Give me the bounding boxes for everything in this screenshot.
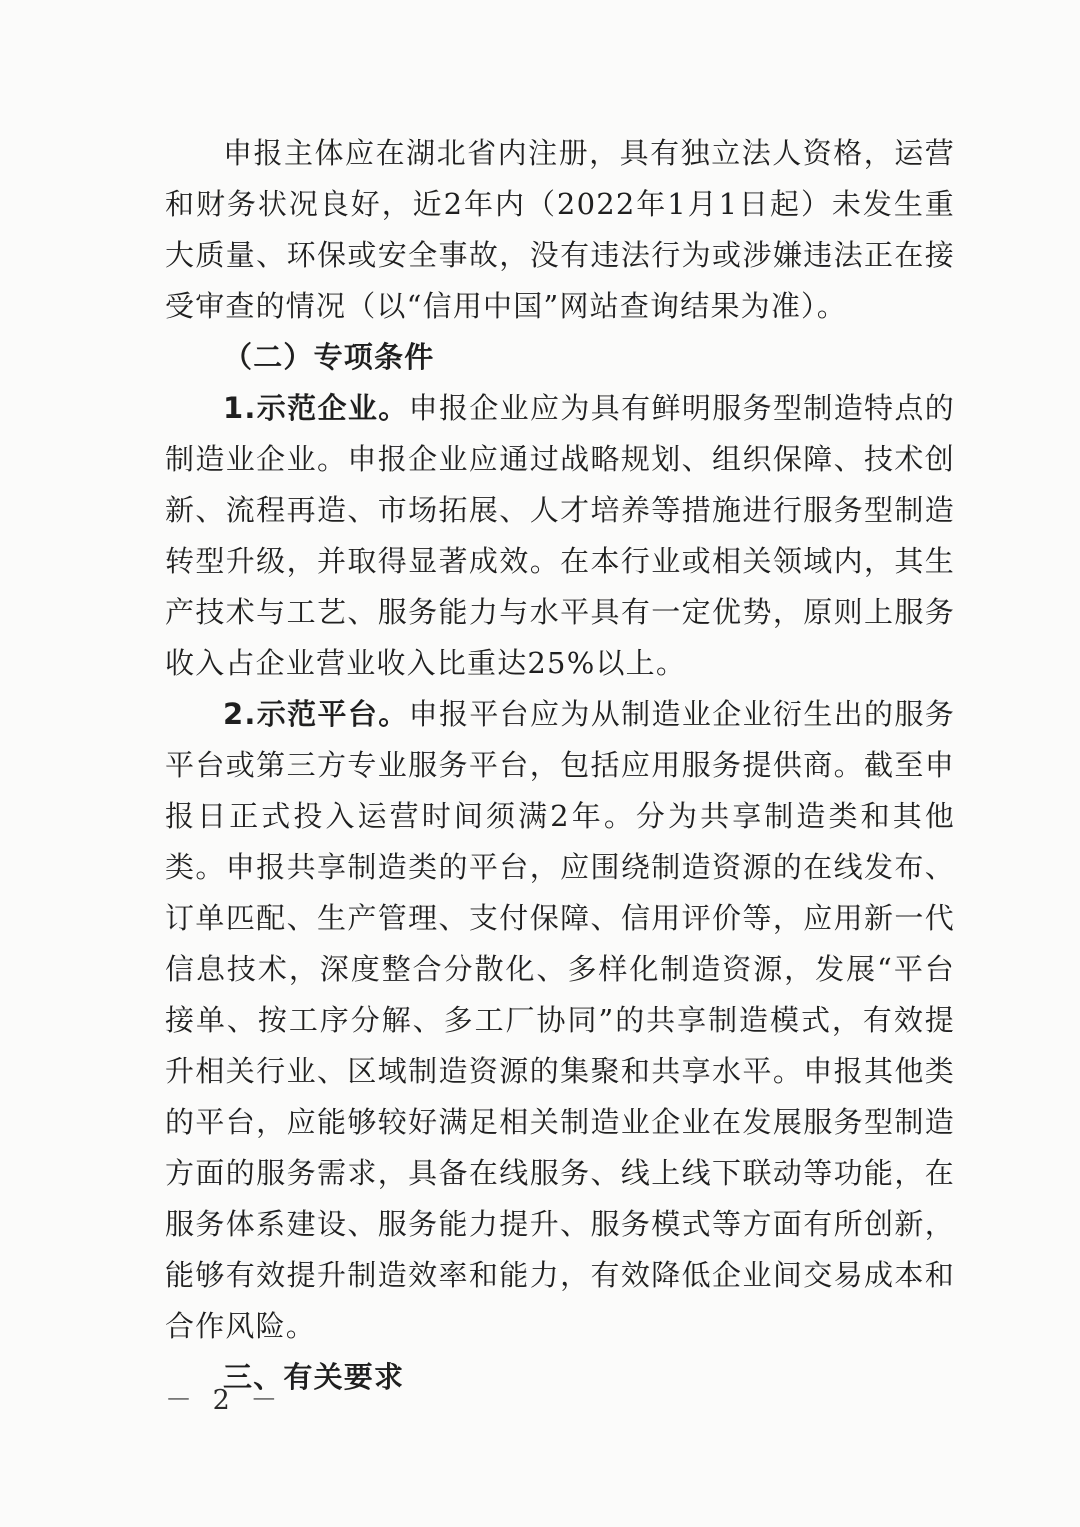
page-number: － 2 － — [165, 1385, 284, 1416]
document-body — [165, 128, 955, 1403]
body-demo-platform: 申报平台应为从制造业企业衍生出的服务平台或第三方专业服务平台，包括应用服务提供商。截至申报日正式投入运营时间须满2年。分为共享制造类和其他类。申报共享制造类的平台，应围绕制造资源的在线发布、订单匹配、生产管理、支付保障、信用评价等，应用新一代信息技术，深度整合分散化、多样化制造资源，发展“平台接单、按工序分解、多工厂协同”的共享制造模式，有效提升相关行业、区域制造资源的集聚和共享水平。申报其他类的平台，应能够较好满足相关制造业企业在发展服务型制造方面的服务需求，具备在线服务、线上线下联动等功能，在服务体系建设、服务能力提升、服务模式等方面有所创新，能够有效提升制造效率和能力，有效降低企业间交易成本和合作风险。 — [165, 697, 955, 1343]
body-demo-enterprise: 申报企业应为具有鲜明服务型制造特点的制造业企业。申报企业应通过战略规划、组织保障、技术创新、流程再造、市场拓展、人才培养等措施进行服务型制造转型升级，并取得显著成效。在本行业或相关领域内，其生产技术与工艺、服务能力与水平具有一定优势，原则上服务收入占企业营业收入比重达25%以上。 — [165, 391, 955, 680]
paragraph-demo-platform — [165, 689, 955, 1352]
lead-demo-platform: 2.示范平台。 — [223, 697, 409, 731]
heading-special-conditions: （二）专项条件 — [223, 340, 435, 374]
paragraph-eligibility: 申报主体应在湖北省内注册，具有独立法人资格，运营和财务状况良好，近2年内（2022年1月1日起）未发生重大质量、环保或安全事故，没有违法行为或涉嫌违法正在接受审查的情况（以“信用中国”网站查询结果为准）。 — [165, 136, 955, 323]
heading-requirements: 三、有关要求 — [223, 1360, 405, 1394]
lead-demo-enterprise: 1.示范企业。 — [223, 391, 409, 425]
paragraph-demo-enterprise — [165, 383, 955, 689]
